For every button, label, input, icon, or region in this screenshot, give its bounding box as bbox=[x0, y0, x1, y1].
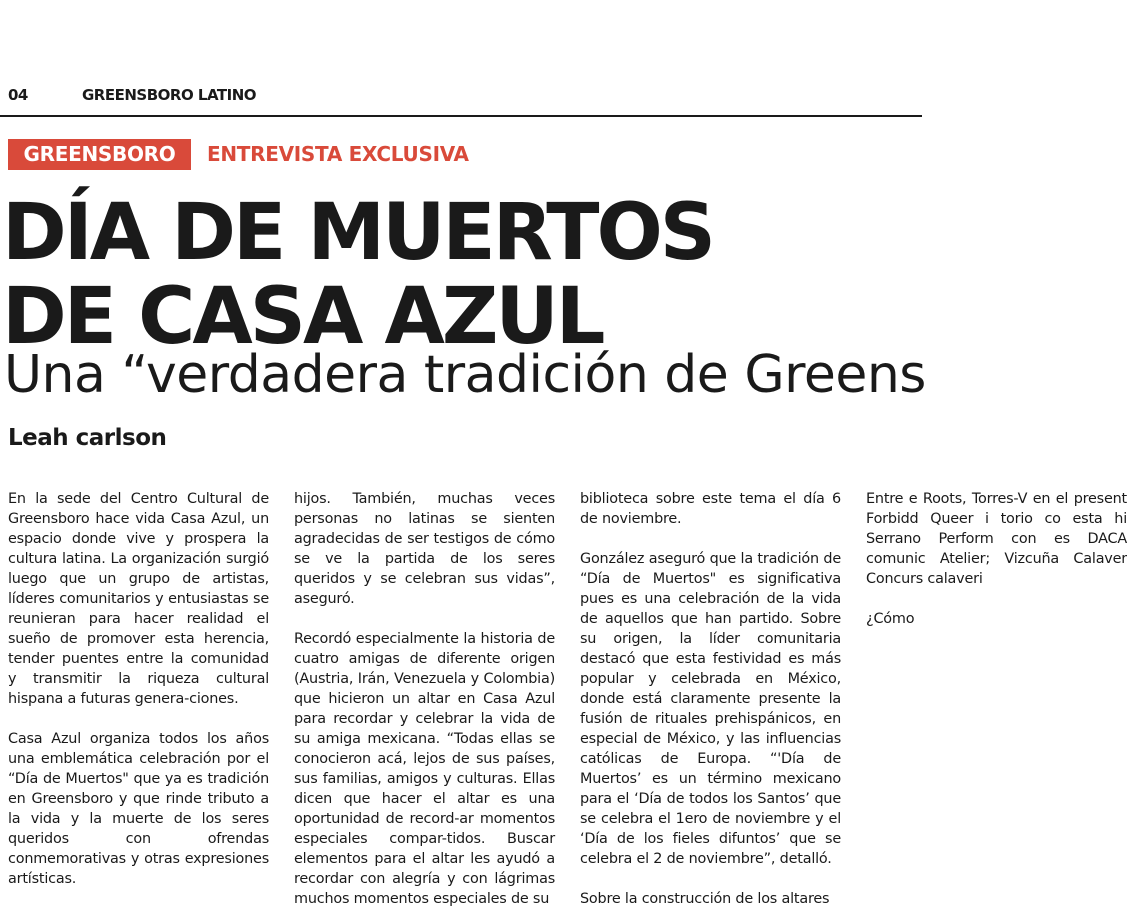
page-number: 04 bbox=[8, 86, 28, 104]
paragraph: González aseguró que la tradición de “Día de Muertos" es significativa pues es una celebración de la vida de aquellos que han partido. Sobre su origen, la líder comunitaria destacó que esta festividad es más popular y celebrada en México, donde está claramente presente la fusión de rituales prehispánicos, en especial de México, y las influencias católicas de Europa. “'Día de Muertos’ es un término mexicano para el ‘Día de todos los Santos’ que se celebra el 1ero de noviembre y el ‘Día de los fieles difuntos’ que se celebra el 2 de noviembre”, detalló. bbox=[580, 551, 841, 867]
paragraph: ¿Cómo bbox=[866, 611, 915, 627]
paragraph: biblioteca sobre este tema el día 6 de noviembre. bbox=[580, 491, 841, 527]
subheadline: Una “verdadera tradición de Greens bbox=[4, 345, 926, 405]
section-tag: GREENSBORO bbox=[8, 139, 191, 170]
header-rule bbox=[0, 115, 922, 117]
paragraph: Sobre la construcción de los altares bbox=[580, 891, 830, 907]
article-column-3 bbox=[580, 489, 841, 907]
article-column-2 bbox=[294, 489, 555, 907]
paragraph: Recordó especialmente la historia de cuatro amigas de diferente origen (Austria, Irán, Venezuela y Colombia) que hicieron un altar en Casa Azul para recordar y celebrar la vida de su amiga mexicana. “Todas ellas se conocieron acá, lejos de sus países, sus familias, amigos y culturas. Ellas dicen que hacer el altar es una oportunidad de record-ar momentos especiales compar-tidos. Buscar elementos para el altar les ayudó a recordar con alegría y con lágrimas muchos momentos especiales de su bbox=[294, 631, 555, 907]
headline-line-2: DE CASA AZUL bbox=[2, 272, 603, 362]
article-column-4 bbox=[866, 489, 1127, 899]
paragraph: Casa Azul organiza todos los años una emblemática celebración por el “Día de Muertos" que ya es tradición en Greensboro y que rinde tributo a la vida y la muerte de los seres queridos con ofrendas conmemorativas y otras expresiones artísticas. bbox=[8, 731, 269, 887]
paragraph: En la sede del Centro Cultural de Greensboro hace vida Casa Azul, un espacio donde vive y prospera la cultura latina. La organización surgió luego que un grupo de artistas, líderes comunitarios y entusiastas se reunieran para hacer realidad el sueño de promover esta herencia, tender puentes entre la comunidad y transmitir la riqueza cultural hispana a futuras genera-ciones. bbox=[8, 491, 269, 707]
paragraph: hijos. También, muchas veces personas no latinas se sienten agradecidas de ser testigos de cómo se ve la partida de los seres queridos y se celebran sus vidas”, aseguró. bbox=[294, 491, 555, 607]
kicker-label: ENTREVISTA EXCLUSIVA bbox=[207, 142, 469, 166]
publication-name: GREENSBORO LATINO bbox=[82, 86, 257, 104]
paragraph: Entre e Roots, Torres-V en el present Forbidd Queer i torio co esta hi Serrano Perform con es DACA comunic Atelier; Vizcuña Calaver Concurs calaveri bbox=[866, 491, 1127, 587]
byline: Leah carlson bbox=[8, 425, 167, 451]
headline-line-1: DÍA DE MUERTOS bbox=[2, 188, 713, 278]
article-column-1 bbox=[8, 489, 269, 899]
headline bbox=[2, 188, 713, 362]
